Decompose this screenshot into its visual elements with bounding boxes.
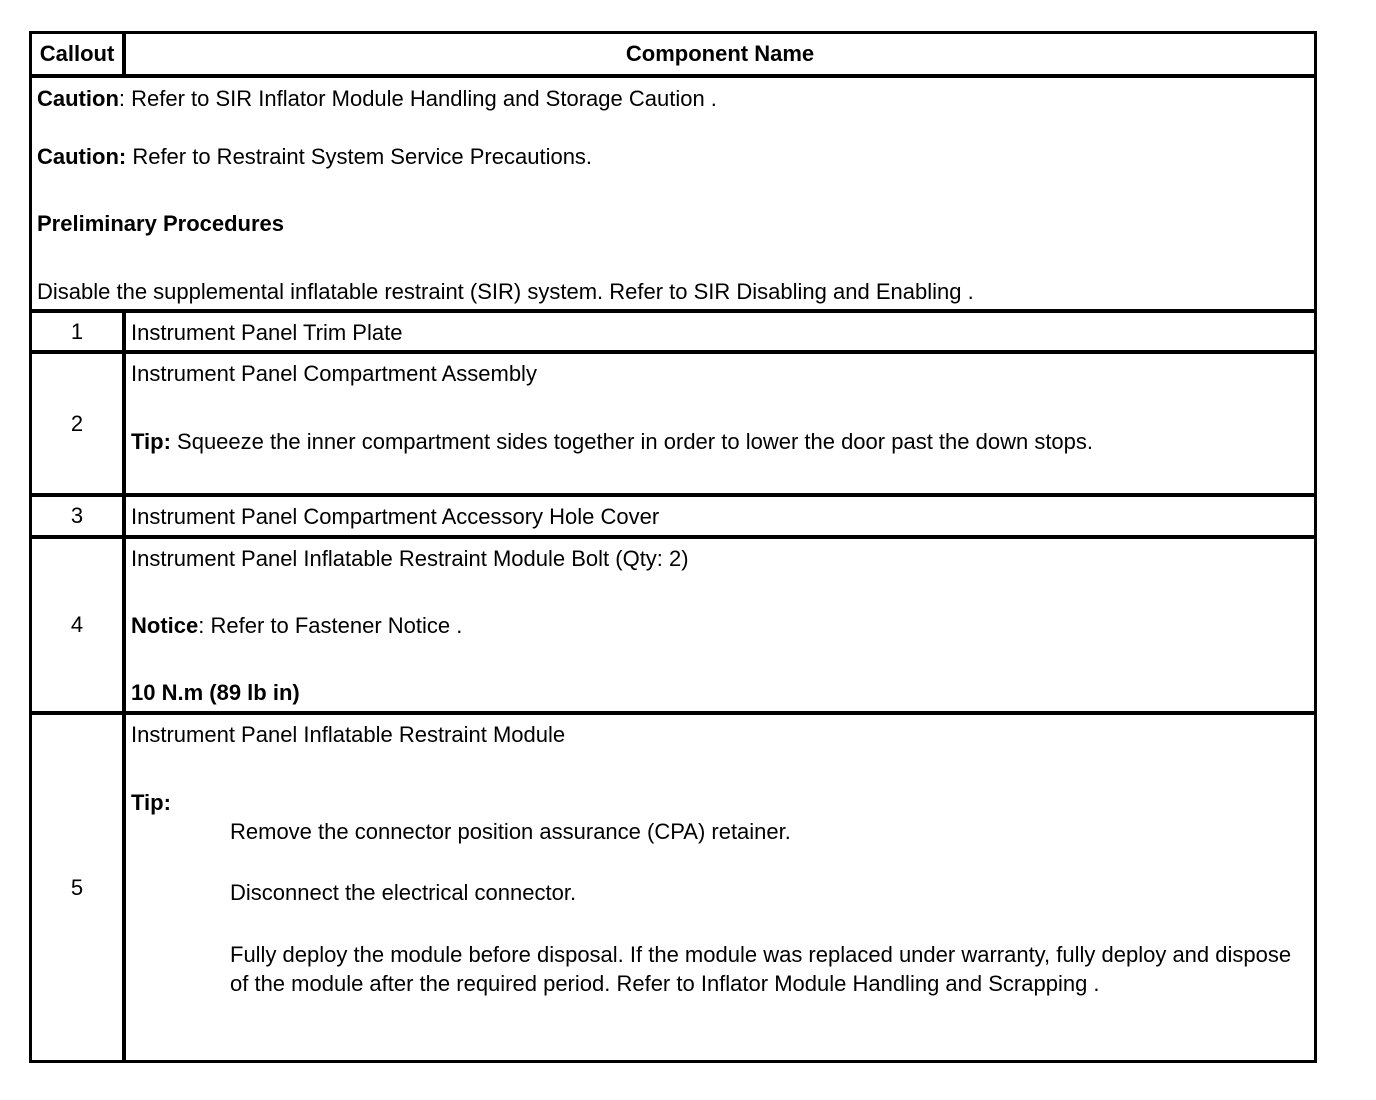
tip-label: Tip: xyxy=(131,790,171,815)
component-name-cell xyxy=(126,354,1314,493)
component-name: Instrument Panel Inflatable Restraint Module xyxy=(131,722,566,747)
component-name-header-cell xyxy=(126,34,1314,74)
table-row xyxy=(32,493,1314,535)
caution-1-text: : Refer to SIR Inflator Module Handling and Storage Caution . xyxy=(118,86,717,111)
intro-row xyxy=(32,74,1314,309)
caution-line-2 xyxy=(37,142,592,171)
notice-text: : Refer to Fastener Notice . xyxy=(198,613,463,638)
notice-label: Notice xyxy=(131,613,199,638)
callout-number: 5 xyxy=(32,715,126,1060)
component-name-cell xyxy=(126,497,1314,535)
table-row xyxy=(32,350,1314,493)
tip-label: Tip: xyxy=(131,429,171,454)
disable-sir-instruction: Disable the supplemental inflatable restraint (SIR) system. Refer to SIR Disabling and Enabling . xyxy=(37,279,974,304)
callout-column-header: Callout xyxy=(32,34,126,74)
callout-number: 3 xyxy=(32,497,126,535)
tip-step: Remove the connector position assurance (CPA) retainer. xyxy=(230,819,791,844)
component-name: Instrument Panel Inflatable Restraint Module Bolt (Qty: 2) xyxy=(131,546,689,571)
caution-1-label: Caution xyxy=(37,86,119,111)
caution-2-text: Refer to Restraint System Service Precautions. xyxy=(126,144,593,169)
tip-step: Fully deploy the module before disposal. If the module was replaced under warranty, fully deploy and dispose of the module after the required period. Refer to Inflator Module Handling and Scrapping . xyxy=(230,942,1292,996)
torque-spec: 10 N.m (89 lb in) xyxy=(131,680,300,705)
tip-line xyxy=(131,427,1093,456)
preliminary-procedures-heading: Preliminary Procedures xyxy=(37,211,285,236)
component-name-cell xyxy=(126,715,1314,1060)
callout-number: 1 xyxy=(32,313,126,350)
callout-number: 2 xyxy=(32,354,126,493)
table-row xyxy=(32,711,1314,1060)
table-row xyxy=(32,535,1314,711)
component-name-cell xyxy=(126,313,1314,350)
component-name: Instrument Panel Compartment Assembly xyxy=(131,361,537,386)
notice-line xyxy=(131,611,462,640)
tip-step: Disconnect the electrical connector. xyxy=(230,880,577,905)
component-name-cell xyxy=(126,539,1314,711)
table-header-row xyxy=(32,34,1314,74)
tip-text: Squeeze the inner compartment sides together in order to lower the door past the down stops. xyxy=(170,429,1094,454)
table-row xyxy=(32,309,1314,350)
caution-2-label: Caution: xyxy=(37,144,127,169)
component-table xyxy=(29,31,1317,1063)
callout-number: 4 xyxy=(32,539,126,711)
component-name: Instrument Panel Trim Plate xyxy=(131,320,403,345)
component-name: Instrument Panel Compartment Accessory Hole Cover xyxy=(131,504,660,529)
caution-line-1 xyxy=(37,84,717,113)
component-name-column-header: Component Name xyxy=(625,41,815,66)
